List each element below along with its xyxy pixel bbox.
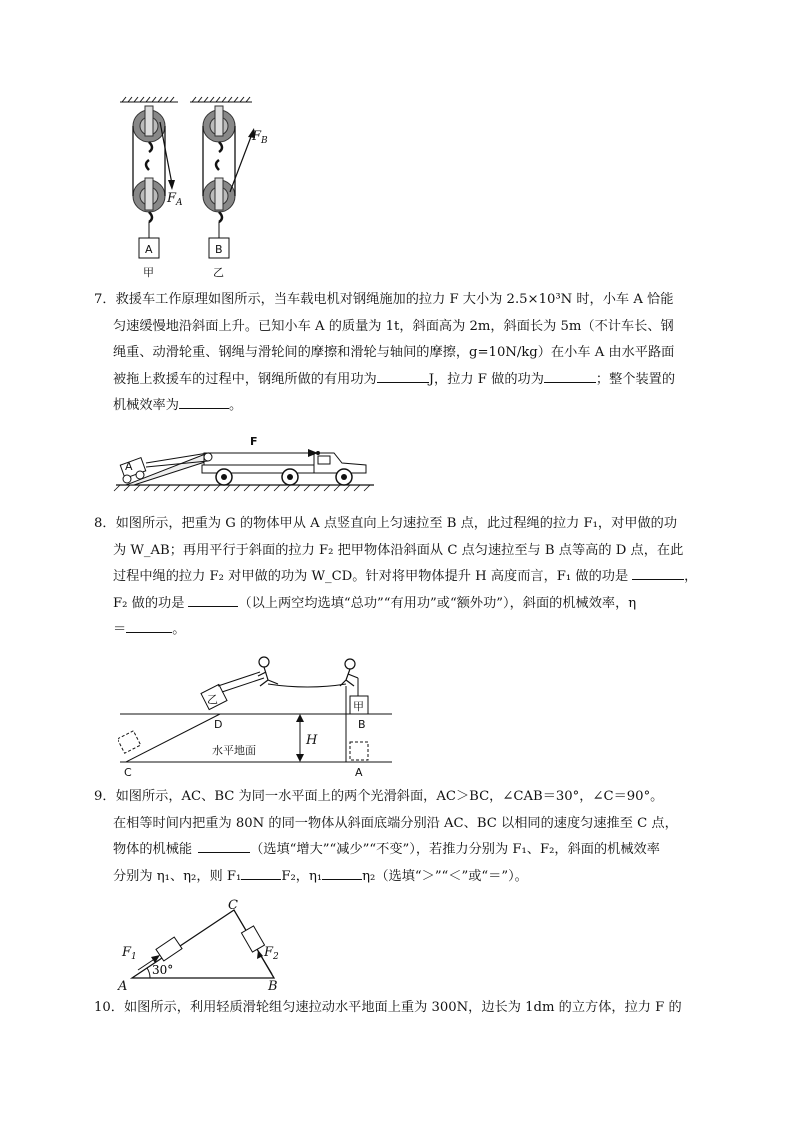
q7-line-5 xyxy=(94,393,704,420)
incline-lift-figure xyxy=(118,650,398,782)
q10-line-1: 10．如图所示，利用轻质滑轮组匀速拉动水平地面上重为 300N，边长为 1dm 的立方体，拉力 F 的 xyxy=(94,1000,682,1015)
caption-jia: 甲 xyxy=(143,266,154,279)
caption-yi: 乙 xyxy=(213,266,224,279)
q7-line-4 xyxy=(94,367,704,394)
q8-line-2: 为 W_AB；再用平行于斜面的拉力 F₂ 把甲物体沿斜面从 C 点匀速拉至与 B 点等高的 D 点，在此 xyxy=(113,542,684,558)
q8-line-5-part-a: ＝ xyxy=(113,622,127,637)
q7-line-5-part-b: 。 xyxy=(228,398,243,413)
q8-line-4-part-b: （以上两空均选填“总功”“有用功”或“额外功”），斜面的机械效率，η xyxy=(238,595,637,611)
box-label-a: A xyxy=(145,243,153,256)
rescue-truck-figure xyxy=(112,425,380,495)
ground-label: 水平地面 xyxy=(212,744,256,757)
q8-line-5-part-b: 。 xyxy=(172,622,186,637)
q7-line-2: 匀速缓慢地沿斜面上升。已知小车 A 的质量为 1t，斜面高为 2m，斜面长为 5m（不计车长、钢 xyxy=(113,318,674,334)
answer-blank-mechanical-energy[interactable] xyxy=(198,838,250,853)
answer-blank-f2-work-type[interactable] xyxy=(188,592,238,607)
q8-line-4 xyxy=(94,591,704,618)
answer-blank-efficiency[interactable] xyxy=(179,394,229,409)
q8-line-5 xyxy=(94,617,704,644)
q7-line-4-part-b: J，拉力 F 做的功为 xyxy=(428,371,544,387)
q8-line-4-part-a: F₂ 做的功是 xyxy=(113,595,185,611)
answer-blank-force-compare[interactable] xyxy=(241,865,281,880)
q8-line-3-text: 过程中绳的拉力 F₂ 对甲做的功为 W_CD。针对将甲物体提升 H 高度而言，F₁ 做的功是 xyxy=(113,569,629,584)
point-label-b: B xyxy=(358,718,366,731)
q9-line-4-part-a: 分别为 η₁、η₂，则 F₁ xyxy=(113,868,242,884)
question-10 xyxy=(94,995,704,1022)
force-label-f1: $F_1$ xyxy=(122,945,137,962)
box-label-jia: 甲 xyxy=(353,700,364,713)
vertex-label-a: A xyxy=(118,979,128,994)
answer-blank-eta[interactable] xyxy=(126,618,172,633)
q9-line-4-part-b: F₂，η₁ xyxy=(281,868,323,884)
q7-line-4-part-a: 被拖上救援车的过程中，钢绳所做的有用功为 xyxy=(113,371,377,387)
question-8 xyxy=(94,511,704,644)
ceiling-left xyxy=(120,97,178,102)
q8-line-1: 8．如图所示，把重为 G 的物体甲从 A 点竖直向上匀速拉至 B 点，此过程绳的拉力 F₁，对甲做的功 xyxy=(94,516,678,531)
answer-blank-efficiency-compare[interactable] xyxy=(322,865,362,880)
box-label-b: B xyxy=(215,243,223,256)
box-label-yi: 乙 xyxy=(207,693,218,706)
q9-line-3 xyxy=(94,837,704,864)
point-label-d: D xyxy=(214,718,223,731)
force-label-fa: $F_A$ xyxy=(167,191,183,208)
point-label-a: A xyxy=(355,766,363,779)
vertex-label-c: C xyxy=(228,898,238,913)
ceiling-right xyxy=(190,97,252,102)
answer-blank-total-work[interactable] xyxy=(544,368,596,383)
q8-line-3-end: ， xyxy=(684,569,698,584)
q8-line-3 xyxy=(94,564,704,591)
q9-line-4-part-c: η₂（选填“＞”“＜”或“＝”）。 xyxy=(362,868,528,884)
triangle-incline-figure xyxy=(116,898,296,994)
q9-line-2: 在相等时间内把重为 80N 的同一物体从斜面底端分别沿 AC、BC 以相同的速度匀速推至 C 点， xyxy=(113,815,678,831)
q9-line-3-part-b: （选填“增大”“减少”“不变”），若推力分别为 F₁、F₂，斜面的机械效率 xyxy=(250,842,660,857)
pulley-figure xyxy=(112,92,282,282)
car-label-a: A xyxy=(125,460,133,473)
angle-label: 30° xyxy=(152,963,174,977)
pulley-system-jia xyxy=(133,106,175,258)
vertex-label-b: B xyxy=(268,979,278,994)
q9-line-3-part-a: 物体的机械能 xyxy=(113,842,193,857)
force-label-f2: $F_2$ xyxy=(264,945,279,962)
q9-line-1: 9．如图所示，AC、BC 为同一水平面上的两个光滑斜面，AC＞BC，∠CAB＝30°，∠C＝90°。 xyxy=(94,789,664,804)
q9-line-4 xyxy=(94,864,704,891)
point-label-c: C xyxy=(124,766,132,779)
q7-line-4-part-c: ；整个装置的 xyxy=(595,371,676,387)
pulley-system-yi xyxy=(203,106,255,258)
question-7 xyxy=(94,287,704,420)
person-left xyxy=(258,657,278,686)
force-label-fb: $F_B$ xyxy=(252,129,268,146)
q7-line-1: 7．救援车工作原理如图所示，当车载电机对钢绳施加的拉力 F 大小为 2.5×10³N 时，小车 A 恰能 xyxy=(94,292,674,307)
person-right xyxy=(340,659,358,686)
answer-blank-f1-work-type[interactable] xyxy=(632,565,684,580)
q7-line-5-part-a: 机械效率为 xyxy=(113,398,179,413)
q7-line-3: 绳重、动滑轮重、钢绳与滑轮间的摩擦和滑轮与轴间的摩擦，g=10N/kg）在小车 A 由水平路面 xyxy=(113,345,675,360)
height-label-h: H xyxy=(306,733,318,748)
force-label-f: F xyxy=(250,435,258,448)
answer-blank-useful-work[interactable] xyxy=(377,368,429,383)
question-9 xyxy=(94,784,704,890)
